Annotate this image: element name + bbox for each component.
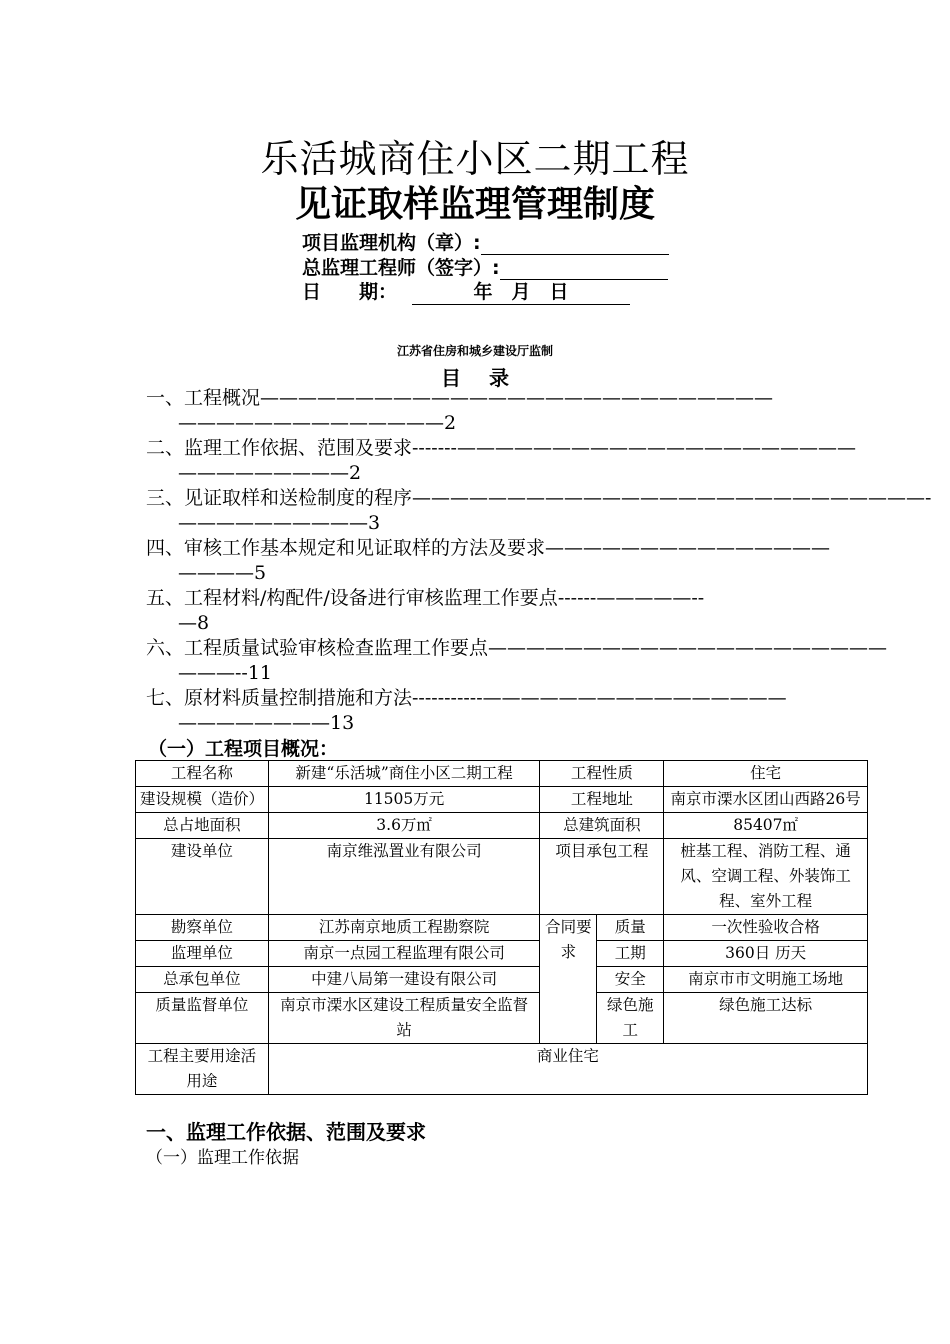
- table-cell: 南京市市文明施工场地: [664, 967, 868, 993]
- table-cell: 总承包单位: [136, 967, 269, 993]
- table-cell: 桩基工程、消防工程、通风、空调工程、外装饰工程、室外工程: [664, 839, 868, 915]
- toc-item-5[interactable]: [146, 586, 806, 611]
- table-cell: 工程地址: [540, 787, 664, 813]
- org-blank: [481, 234, 669, 255]
- table-cell: 商业住宅: [268, 1044, 867, 1095]
- toc-item-label: 二、监理工作依据、范围及要求: [146, 437, 413, 459]
- document-subtitle: 见证取样监理管理制度: [294, 184, 655, 225]
- table-row: [136, 787, 868, 813]
- table-cell: 绿色施工达标: [664, 993, 868, 1044]
- toc-item-label: 三、见证取样和送检制度的程序: [146, 487, 413, 509]
- engineer-signature-line: [302, 253, 668, 280]
- table-cell: 监理单位: [136, 941, 269, 967]
- table-cell: 质量监督单位: [136, 993, 269, 1044]
- date-label: 日 期：: [302, 281, 398, 303]
- date-line: [302, 277, 630, 305]
- toc-item-2-cont: —————————2: [178, 462, 362, 484]
- table-cell: 新建“乐活城”商住小区二期工程: [268, 761, 540, 787]
- toc-item-dashes: ———————————————————————————: [260, 387, 774, 409]
- table-cell: 360日 历天: [664, 941, 868, 967]
- table-cell: 南京维泓置业有限公司: [268, 839, 540, 915]
- toc-item-4-cont: ————5: [178, 562, 267, 584]
- table-row: [136, 813, 868, 839]
- toc-item-6-cont: ———--11: [178, 662, 273, 684]
- table-cell: 工程性质: [540, 761, 664, 787]
- toc-item-3-cont: ——————————3: [178, 512, 381, 534]
- table-cell: 南京一点园工程监理有限公司: [268, 941, 540, 967]
- toc-item-7[interactable]: [146, 686, 806, 711]
- table-row: [136, 941, 868, 967]
- toc-item-7-cont: ————————13: [178, 712, 355, 734]
- table-cell: 总占地面积: [136, 813, 269, 839]
- toc-item-6[interactable]: [146, 636, 888, 661]
- toc-item-dashes: ------—————--: [557, 587, 705, 609]
- table-cell: 工程名称: [136, 761, 269, 787]
- table-cell-contract: 合同要求: [540, 915, 597, 1044]
- overview-heading: （一）工程项目概况：: [148, 738, 339, 760]
- toc-item-dashes: —————————————————————: [488, 637, 888, 659]
- toc-title: 目录: [441, 366, 537, 390]
- table-cell: 勘察单位: [136, 915, 269, 941]
- table-cell: 工程主要用途活用途: [136, 1044, 269, 1095]
- toc-item-dashes: ———————————————————————————-: [412, 487, 932, 509]
- table-cell: 11505万元: [268, 787, 540, 813]
- toc-item-5-cont: —8: [178, 612, 210, 634]
- table-row: [136, 967, 868, 993]
- table-cell: 质量: [597, 915, 664, 941]
- toc-item-label: 七、原材料质量控制措施和方法: [146, 687, 413, 709]
- toc-item-dashes: -----------————————————————: [412, 687, 787, 709]
- org-signature-line: [302, 228, 669, 255]
- table-cell: 中建八局第一建设有限公司: [268, 967, 540, 993]
- toc-item-dashes: -------—————————————————————: [412, 437, 856, 459]
- table-of-contents: [146, 386, 932, 736]
- table-cell: 85407㎡: [664, 813, 868, 839]
- table-cell: 江苏南京地质工程勘察院: [268, 915, 540, 941]
- table-cell: 3.6万㎡: [268, 813, 540, 839]
- document-title: 乐活城商住小区二期工程: [260, 137, 690, 181]
- toc-item-3[interactable]: [146, 486, 932, 511]
- toc-item-2[interactable]: [146, 436, 856, 461]
- table-cell: 南京市溧水区建设工程质量安全监督站: [268, 993, 540, 1044]
- table-cell: 一次性验收合格: [664, 915, 868, 941]
- toc-item-label: 五、工程材料/构配件/设备进行审核监理工作要点: [146, 587, 558, 609]
- table-cell: 建设规模（造价）: [136, 787, 269, 813]
- table-cell: 安全: [597, 967, 664, 993]
- table-row: [136, 993, 868, 1044]
- table-cell: 建设单位: [136, 839, 269, 915]
- toc-item-4[interactable]: [146, 536, 831, 561]
- toc-item-label: 四、审核工作基本规定和见证取样的方法及要求: [146, 537, 546, 559]
- subsection-heading: （一）监理工作依据: [146, 1148, 299, 1168]
- toc-item-dashes: ———————————————: [545, 537, 831, 559]
- table-cell: 南京市溧水区团山西路26号: [664, 787, 868, 813]
- table-row: [136, 761, 868, 787]
- table-row: [136, 1044, 868, 1095]
- toc-item-1-cont: ——————————————2: [178, 412, 457, 434]
- table-cell: 住宅: [664, 761, 868, 787]
- table-cell: 绿色施工: [597, 993, 664, 1044]
- toc-item-label: 六、工程质量试验审核检查监理工作要点: [146, 637, 489, 659]
- toc-item-label: 一、工程概况: [146, 387, 261, 409]
- engineer-label: 总监理工程师（签字）:: [302, 257, 500, 279]
- table-cell: 项目承包工程: [540, 839, 664, 915]
- table-row: [136, 839, 868, 915]
- org-label: 项目监理机构（章）:: [302, 232, 481, 254]
- project-info-table: [135, 760, 868, 1095]
- issuer-note: 江苏省住房和城乡建设厅监制: [396, 344, 553, 358]
- section-heading: 一、监理工作依据、范围及要求: [146, 1120, 426, 1144]
- table-cell: 工期: [597, 941, 664, 967]
- toc-item-1[interactable]: [146, 386, 806, 411]
- date-fill: 年 月 日: [412, 277, 630, 305]
- table-cell: 总建筑面积: [540, 813, 664, 839]
- table-row: [136, 915, 868, 941]
